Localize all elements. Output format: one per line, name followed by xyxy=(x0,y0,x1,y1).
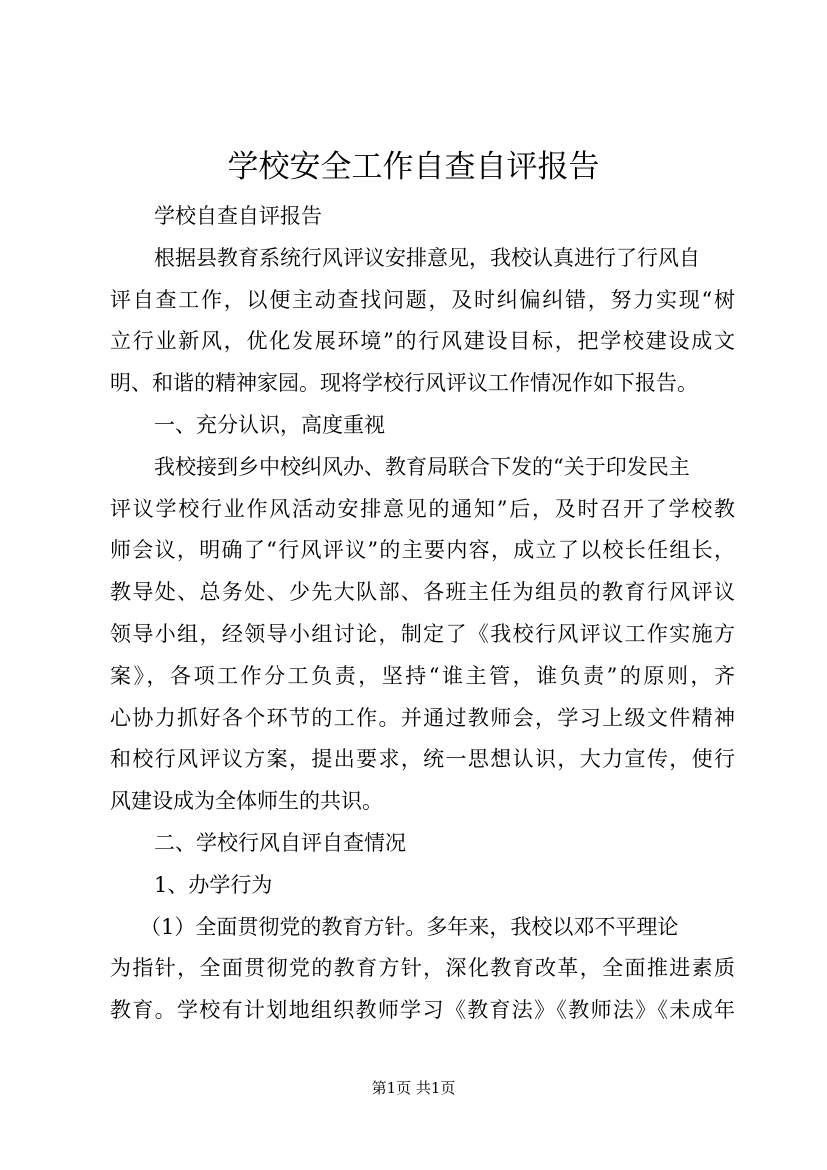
subtitle-line: 学校自查自评报告 xyxy=(154,204,322,228)
section-heading: 二、学校行风自评自查情况 xyxy=(154,830,406,855)
paragraph-line: 师会议，明确了“行风评议”的主要内容，成立了以校长任组长， xyxy=(110,538,735,563)
paragraph-line: 为指针，全面贯彻党的教育方针，深化教育改革，全面推进素质 xyxy=(110,956,735,981)
paragraph-line: （1）全面贯彻党的教育方针。多年来，我校以邓不平理论 xyxy=(140,914,679,939)
section-heading: 一、充分认识，高度重视 xyxy=(154,412,385,437)
paragraph-line: 评自查工作，以便主动查找问题，及时纠偏纠错，努力实现“树 xyxy=(110,287,735,312)
paragraph-line: 教育。学校有计划地组织教师学习《教育法》《教师法》《未成年 xyxy=(110,998,735,1023)
paragraph-line: 领导小组，经领导小组讨论，制定了《我校行风评议工作实施方 xyxy=(110,621,735,646)
paragraph-line: 案》，各项工作分工负责，坚持“谁主管，谁负责”的原则，齐 xyxy=(110,663,735,688)
paragraph-line: 心协力抓好各个环节的工作。并通过教师会，学习上级文件精神 xyxy=(110,705,735,730)
paragraph-line: 明、和谐的精神家园。现将学校行风评议工作情况作如下报告。 xyxy=(110,371,698,396)
paragraph-line: 教导处、总务处、少先大队部、各班主任为组员的教育行风评议 xyxy=(110,580,735,605)
paragraph-line: 和校行风评议方案，提出要求，统一思想认识，大力宣传，使行 xyxy=(110,747,735,772)
paragraph-line: 根据县教育系统行风评议安排意见，我校认真进行了行风自 xyxy=(154,245,700,270)
paragraph-line: 我校接到乡中校纠风办、教育局联合下发的“关于印发民主 xyxy=(154,454,690,479)
paragraph-line: 风建设成为全体师生的共识。 xyxy=(110,789,383,814)
paragraph-line: 评议学校行业作风活动安排意见的通知”后，及时召开了学校教 xyxy=(110,496,735,521)
document-title: 学校安全工作自查自评报告 xyxy=(227,149,600,185)
page-footer: 第1页 共1页 xyxy=(371,1079,456,1097)
document-body xyxy=(110,196,735,1032)
subsection-heading: 1、办学行为 xyxy=(154,872,273,897)
paragraph-line: 立行业新风，优化发展环境”的行风建设目标，把学校建设成文 xyxy=(110,329,735,354)
